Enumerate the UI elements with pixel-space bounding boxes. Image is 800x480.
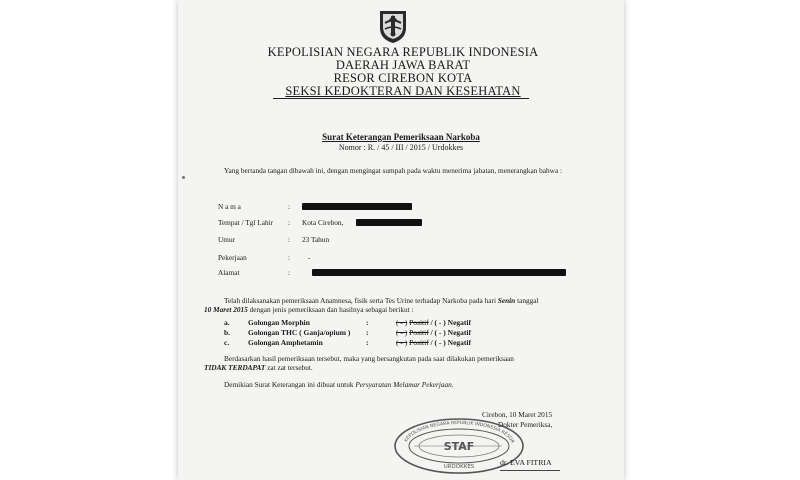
letter-document (178, 0, 624, 480)
police-emblem-icon (376, 8, 410, 44)
intro-paragraph: Yang bertanda tangan dibawah ini, dengan mengingat sumpah pada waktu menerima jabatan, menerangkan bahwa : (224, 166, 563, 175)
purpose-line: Demikian Surat Keterangan ini dibuat untuk Persyaratan Melamar Pekerjaan. (224, 380, 454, 389)
document-number: Nomor : R. / 45 / III / 2015 / Urdokkes (338, 143, 464, 152)
test-name-thc: Golongan THC ( Ganja/opium ) (248, 328, 351, 337)
field-label-job: Pekerjaan (218, 253, 247, 262)
field-label-nama: N a m a (218, 202, 241, 211)
signature-underline (500, 470, 560, 471)
test-colon: : (366, 338, 369, 347)
exam-day: Senin (497, 296, 516, 305)
stamp-bottom-text: URDOKKES (443, 464, 475, 470)
test-name-morphin: Golongan Morphin (248, 318, 310, 327)
field-colon: : (288, 218, 291, 227)
stamp-center-text: STAF (443, 440, 475, 453)
conclusion-result: TIDAK TERDAPAT (204, 363, 266, 372)
field-colon: : (288, 253, 291, 262)
redacted-address (312, 269, 566, 276)
purpose-value: Persyaratan Melamar Pekerjaan. (355, 380, 454, 389)
field-colon: : (288, 268, 291, 277)
test-colon: : (366, 318, 369, 327)
test-name-amphetamin: Golongan Amphetamin (248, 338, 323, 347)
field-colon: : (288, 235, 291, 244)
field-label-age: Umur (218, 235, 236, 244)
exam-text-a: Telah dilaksanakan pemeriksaan Anamnesa, fisik serta Tes Urine terhadap Narkoba pada hari Senin tanggal (224, 296, 539, 305)
field-value-birth: Kota Cirebon, (302, 218, 344, 227)
signature-name: dr. EVA FITRIA (500, 458, 552, 467)
field-value-age: 23 Tahun (302, 235, 330, 244)
test-colon: : (366, 328, 369, 337)
field-value-job: - (308, 253, 311, 262)
signature-place-date: Cirebon, 10 Maret 2015 (482, 410, 553, 419)
letterhead-line-4: SEKSI KEDOKTERAN DAN KESEHATAN (285, 84, 521, 98)
official-stamp (392, 416, 526, 476)
field-colon: : (288, 202, 291, 211)
conclusion-a: Berdasarkan hasil pemeriksaan tersebut, maka yang bersangkutan pada saat dilakukan pemeriksaan (224, 354, 514, 363)
letterhead-line-1: KEPOLISIAN NEGARA REPUBLIK INDONESIA (267, 45, 539, 59)
stamp-ring-text: KEPOLISIAN NEGARA REPUBLIK INDONESIA RESOR (404, 420, 515, 445)
test-result-morphin: ( - ) Positif / ( - ) Negatif (396, 318, 471, 327)
letterhead-divider (273, 98, 529, 99)
letterhead-line-3: RESOR CIREBON KOTA (333, 71, 473, 85)
test-letter-b: b. (224, 328, 231, 337)
test-letter-a: a. (224, 318, 230, 327)
letterhead-line-2: DAERAH JAWA BARAT (335, 58, 471, 72)
test-letter-c: c. (224, 338, 230, 347)
scan-speck (182, 176, 185, 179)
field-label-birth: Tempat / Tgl Lahir (218, 218, 274, 227)
exam-date: 10 Maret 2015 (204, 305, 248, 314)
signature-role: Dokter Pemeriksa, (498, 420, 553, 429)
document-title: Surat Keterangan Pemeriksaan Narkoba (322, 132, 480, 142)
redacted-birthdate (356, 219, 422, 226)
field-label-address: Alamat (218, 268, 240, 277)
conclusion-b: TIDAK TERDAPAT zat zat tersebut. (204, 363, 313, 372)
redacted-name (302, 203, 412, 210)
test-result-thc: ( - ) Positif / ( - ) Negatif (396, 328, 471, 337)
test-result-amphetamin: ( - ) Positif / ( - ) Negatif (396, 338, 471, 347)
exam-text-b: 10 Maret 2015 dengan jenis pemeriksaan dan hasilnya sebagai berikut : (204, 305, 414, 314)
